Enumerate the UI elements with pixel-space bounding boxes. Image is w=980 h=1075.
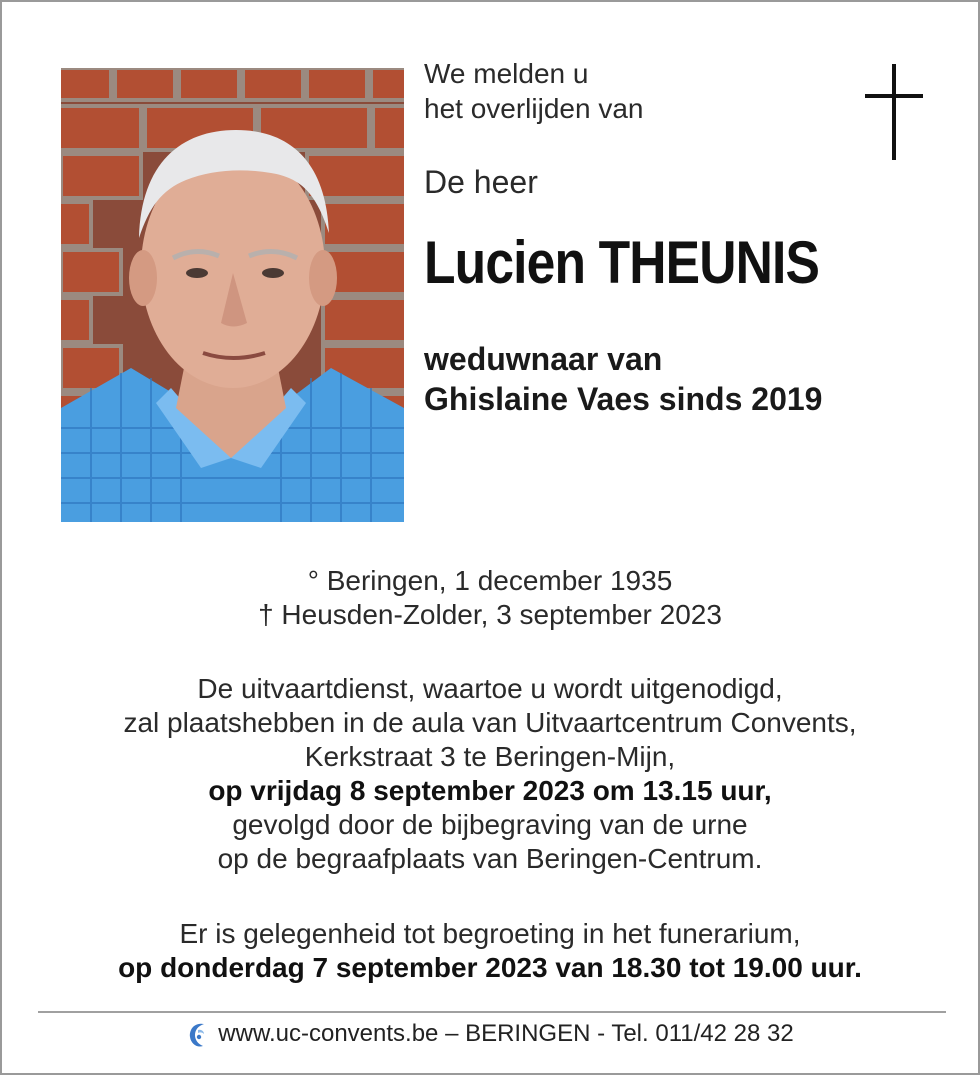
funeral-home-logo-icon — [186, 1020, 210, 1050]
birth-date: ° Beringen, 1 december 1935 — [307, 565, 673, 596]
deceased-name: Lucien THEUNIS — [424, 229, 820, 296]
service-line-6: op de begraafplaats van Beringen-Centrum. — [217, 843, 763, 874]
intro-line-2: het overlijden van — [424, 93, 644, 124]
service-line-1: De uitvaartdienst, waartoe u wordt uitgenodigd, — [197, 673, 783, 704]
service-line-2: zal plaatshebben in de aula van Uitvaartcentrum Convents, — [123, 707, 857, 738]
visit-line-1: Er is gelegenheid tot begroeting in het funerarium, — [179, 918, 801, 949]
announcement-intro — [424, 56, 643, 126]
footer-contact[interactable]: www.uc-convents.be – BERINGEN - Tel. 011/42 28 32 — [218, 1020, 794, 1047]
footer-divider — [38, 1011, 946, 1013]
honorific: De heer — [424, 164, 538, 200]
visit-datetime: op donderdag 7 september 2023 van 18.30 tot 19.00 uur. — [118, 952, 862, 983]
funeral-service-info — [2, 672, 978, 876]
spouse-line-2: Ghislaine Vaes sinds 2019 — [424, 381, 823, 417]
footer — [2, 1017, 978, 1051]
portrait-photo — [61, 68, 404, 522]
service-line-3: Kerkstraat 3 te Beringen-Mijn, — [304, 741, 676, 772]
visitation-info — [2, 917, 978, 985]
death-date: † Heusden-Zolder, 3 september 2023 — [258, 599, 722, 630]
latin-cross-icon — [865, 64, 923, 160]
service-line-5: gevolgd door de bijbegraving van de urne — [232, 809, 748, 840]
life-dates — [2, 564, 978, 632]
service-datetime: op vrijdag 8 september 2023 om 13.15 uur, — [208, 775, 772, 806]
spouse-info — [424, 339, 822, 419]
intro-line-1: We melden u — [424, 58, 589, 89]
spouse-line-1: weduwnaar van — [424, 341, 663, 377]
